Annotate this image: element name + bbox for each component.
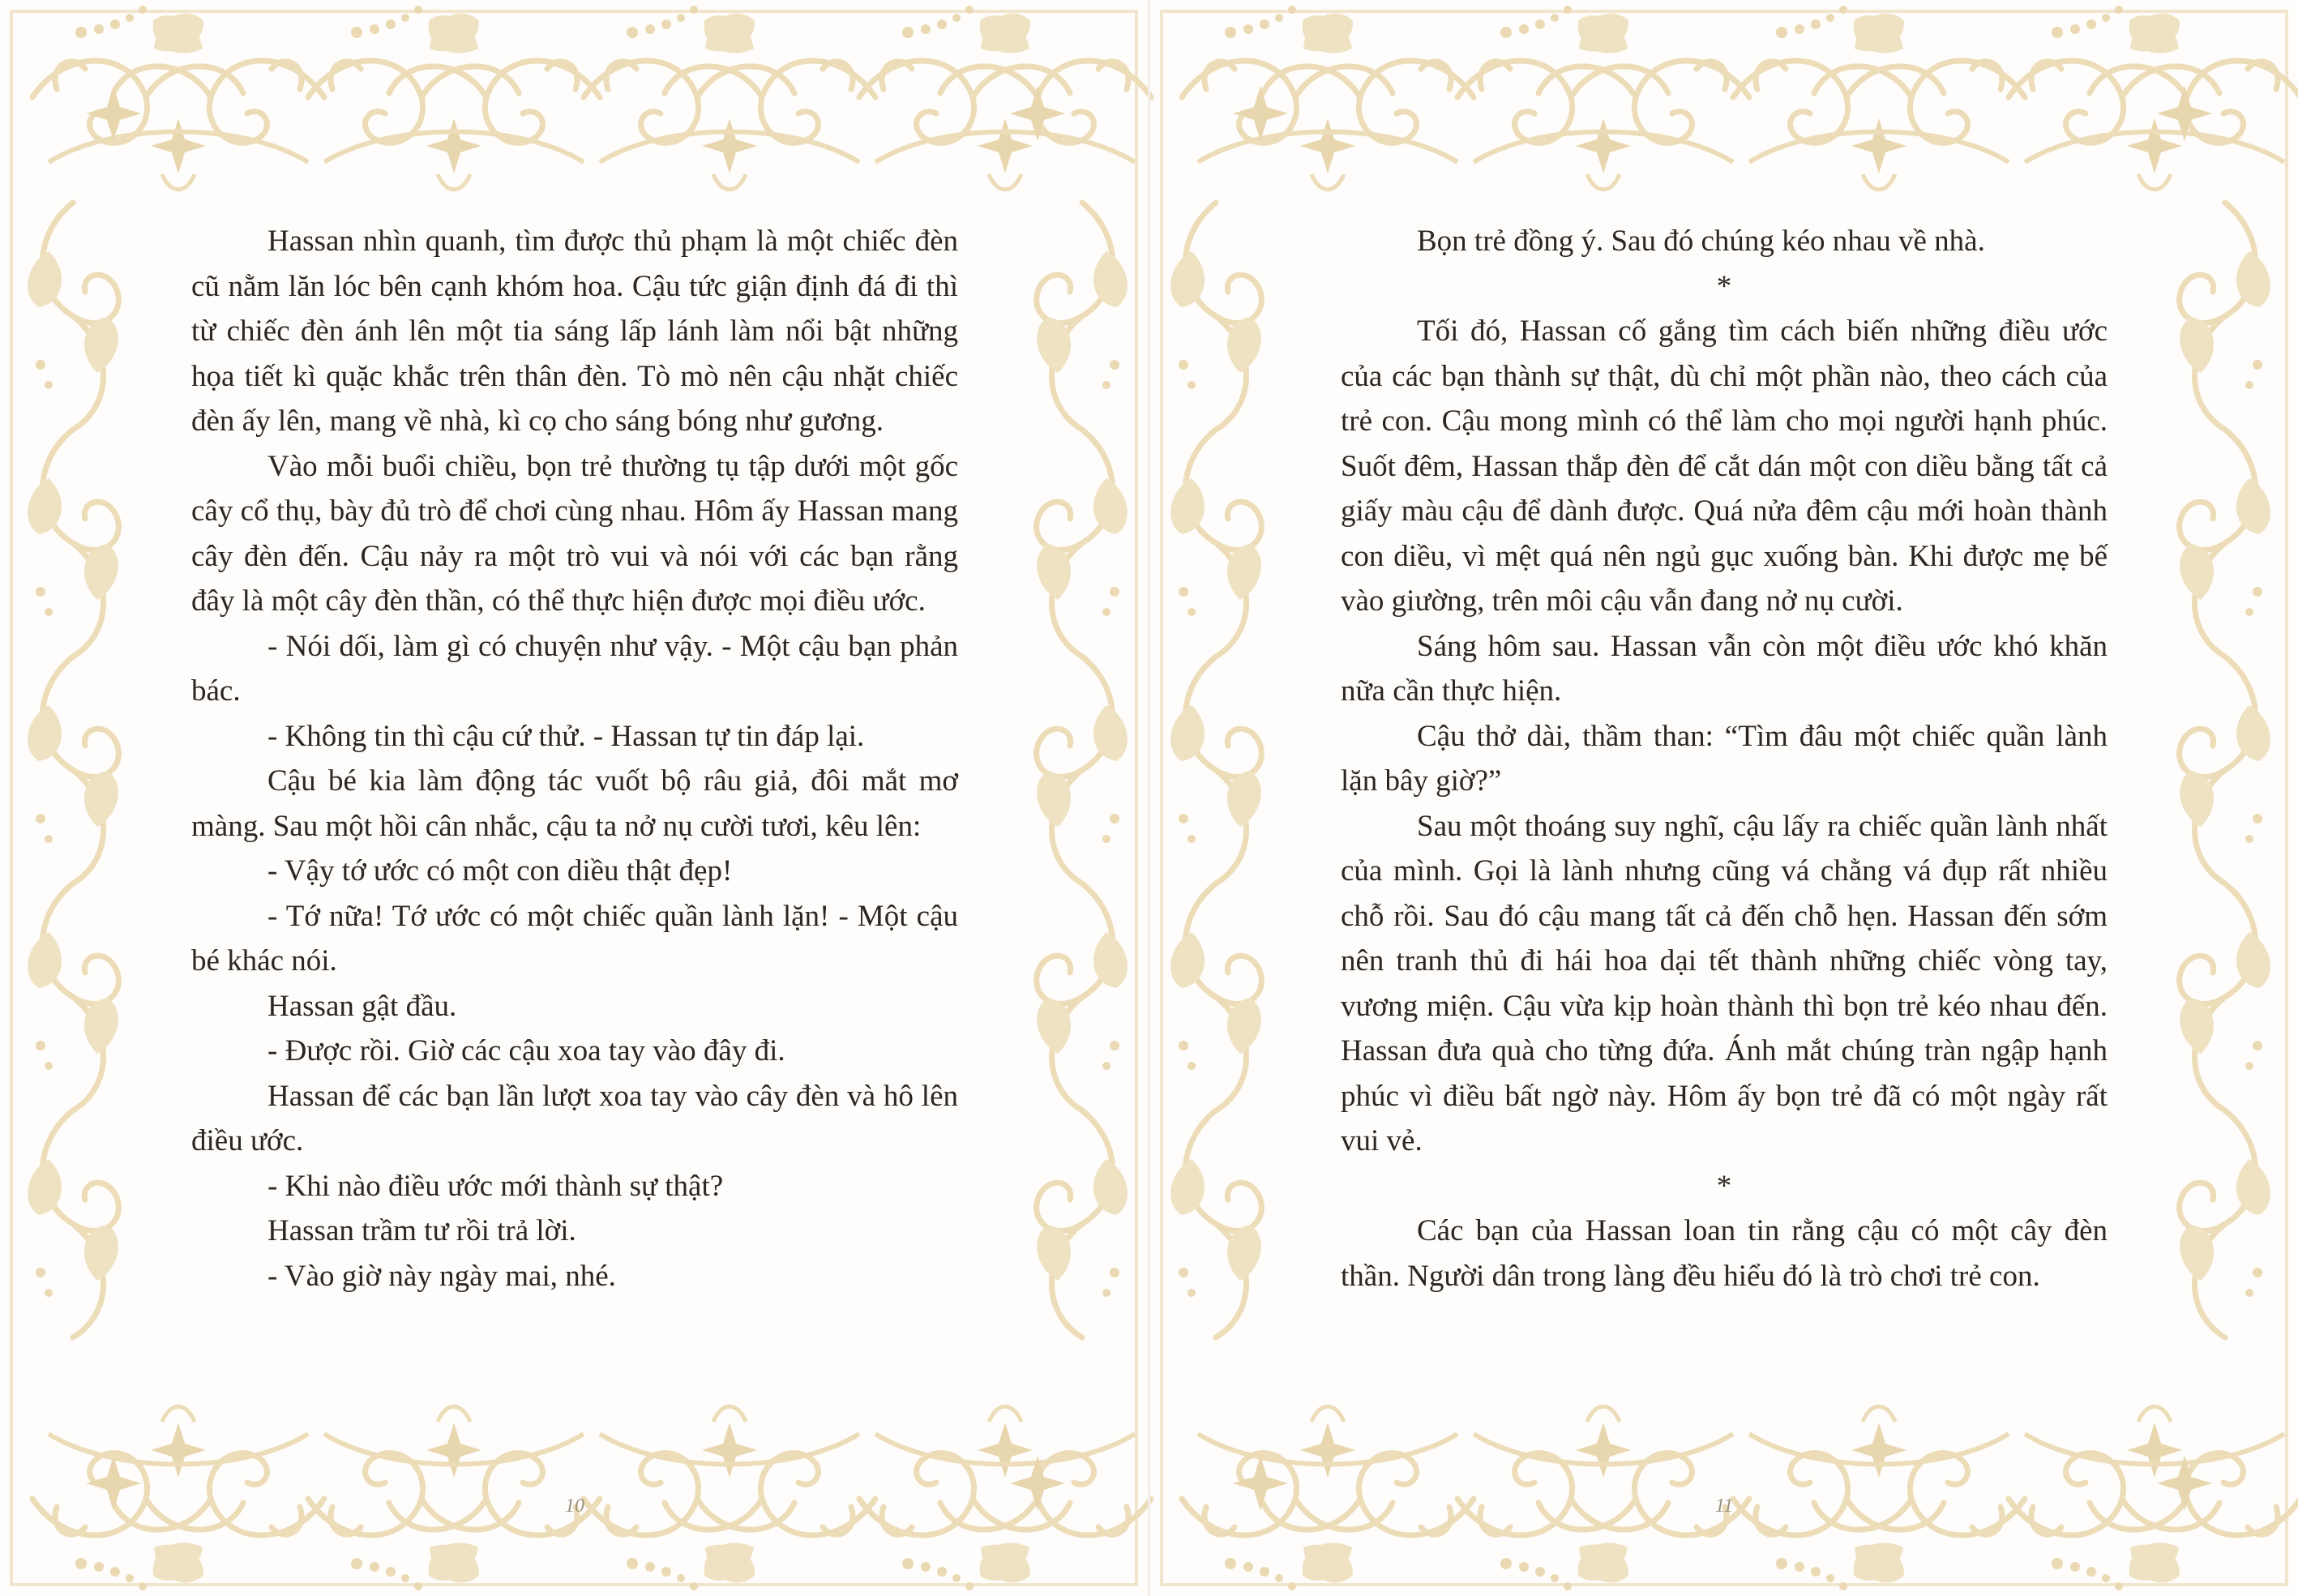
paragraph: Vào mỗi buổi chiều, bọn trẻ thường tụ tập dưới một gốc cây cổ thụ, bày đủ trò để chơi cùng nhau. Hôm ấy Hassan mang cây đèn đến. Cậu nảy ra một trò vui và nói với các bạn rằng đây là một cây đèn thần, có thể thực hiện được mọi điều ước. xyxy=(191,449,958,618)
paragraph: Hassan gật đầu. xyxy=(267,989,457,1023)
dialogue-line: - Vào giờ này ngày mai, nhé. xyxy=(267,1259,616,1293)
dialogue-line: - Nói dối, làm gì có chuyện như vậy. - Một cậu bạn phản bác. xyxy=(191,629,958,708)
dialogue-line: - Khi nào điều ước mới thành sự thật? xyxy=(267,1169,724,1203)
paragraph: Hassan nhìn quanh, tìm được thủ phạm là một chiếc đèn cũ nằm lăn lóc bên cạnh khóm hoa. Cậu tức giận định đá đi thì từ chiếc đèn ánh lên một tia sáng lấp lánh làm nổi bật những họa tiết kì quặc khắc trên thân đèn. Tò mò nên cậu nhặt chiếc đèn ấy lên, mang về nhà, kì cọ cho sáng bóng như gương. xyxy=(191,225,958,438)
left-page-body-text xyxy=(191,219,958,1299)
paragraph: Cậu bé kia làm động tác vuốt bộ râu giả, đôi mắt mơ màng. Sau một hồi cân nhắc, cậu ta nở nụ cười tươi, kêu lên: xyxy=(191,764,958,843)
dialogue-line: - Vậy tớ ước có một con diều thật đẹp! xyxy=(267,854,733,888)
right-page-body-text xyxy=(1341,219,2108,1299)
paragraph: Tối đó, Hassan cố gắng tìm cách biến những điều ước của các bạn thành sự thật, dù chỉ một phần nào, theo cách của trẻ con. Cậu mong mình có thể làm cho mọi người hạnh phúc. Suốt đêm, Hassan thắp đèn để cắt dán một con diều bằng tất cả giấy màu cậu để dành được. Quá nửa đêm cậu mới hoàn thành con diều, vì mệt quá nên ngủ gục xuống bàn. Khi được mẹ bế vào giường, trên môi cậu vẫn đang nở nụ cười. xyxy=(1341,314,2108,618)
paragraph: Cậu thở dài, thầm than: “Tìm đâu một chiếc quần lành lặn bây giờ?” xyxy=(1341,719,2108,798)
paragraph: Hassan để các bạn lần lượt xoa tay vào cây đèn và hô lên điều ước. xyxy=(191,1079,958,1157)
paragraph: Sáng hôm sau. Hassan vẫn còn một điều ước khó khăn nữa cần thực hiện. xyxy=(1341,629,2108,708)
dialogue-line: - Được rồi. Giờ các cậu xoa tay vào đây đi. xyxy=(267,1034,785,1068)
right-page xyxy=(1149,0,2298,1596)
paragraph: Sau một thoáng suy nghĩ, cậu lấy ra chiếc quần lành nhất của mình. Gọi là lành nhưng cũng vá chằng vá đụp rất nhiều chỗ rồi. Sau đó cậu mang tất cả đến chỗ hẹn. Hassan đến sớm nên tranh thủ đi hái hoa dại tết thành những chiếc vòng tay, vương miện. Cậu vừa kịp hoàn thành thì bọn trẻ kéo nhau đến. Hassan đưa quà cho từng đứa. Ánh mắt chúng tràn ngập hạnh phúc vì điều bất ngờ này. Hôm ấy bọn trẻ đã có một ngày rất vui vẻ. xyxy=(1341,809,2108,1157)
page-number: 10 xyxy=(565,1495,584,1517)
section-separator: * xyxy=(1716,1169,1732,1203)
section-separator: * xyxy=(1716,269,1732,303)
paragraph: Các bạn của Hassan loan tin rằng cậu có một cây đèn thần. Người dân trong làng đều hiểu đó là trò chơi trẻ con. xyxy=(1341,1214,2108,1293)
page-number: 11 xyxy=(1714,1495,1734,1517)
paragraph: Hassan trầm tư rồi trả lời. xyxy=(267,1214,576,1247)
paragraph: Bọn trẻ đồng ý. Sau đó chúng kéo nhau về nhà. xyxy=(1417,225,1985,258)
dialogue-line: - Tớ nữa! Tớ ước có một chiếc quần lành lặn! - Một cậu bé khác nói. xyxy=(191,899,958,978)
dialogue-line: - Không tin thì cậu cứ thử. - Hassan tự tin đáp lại. xyxy=(267,719,865,753)
